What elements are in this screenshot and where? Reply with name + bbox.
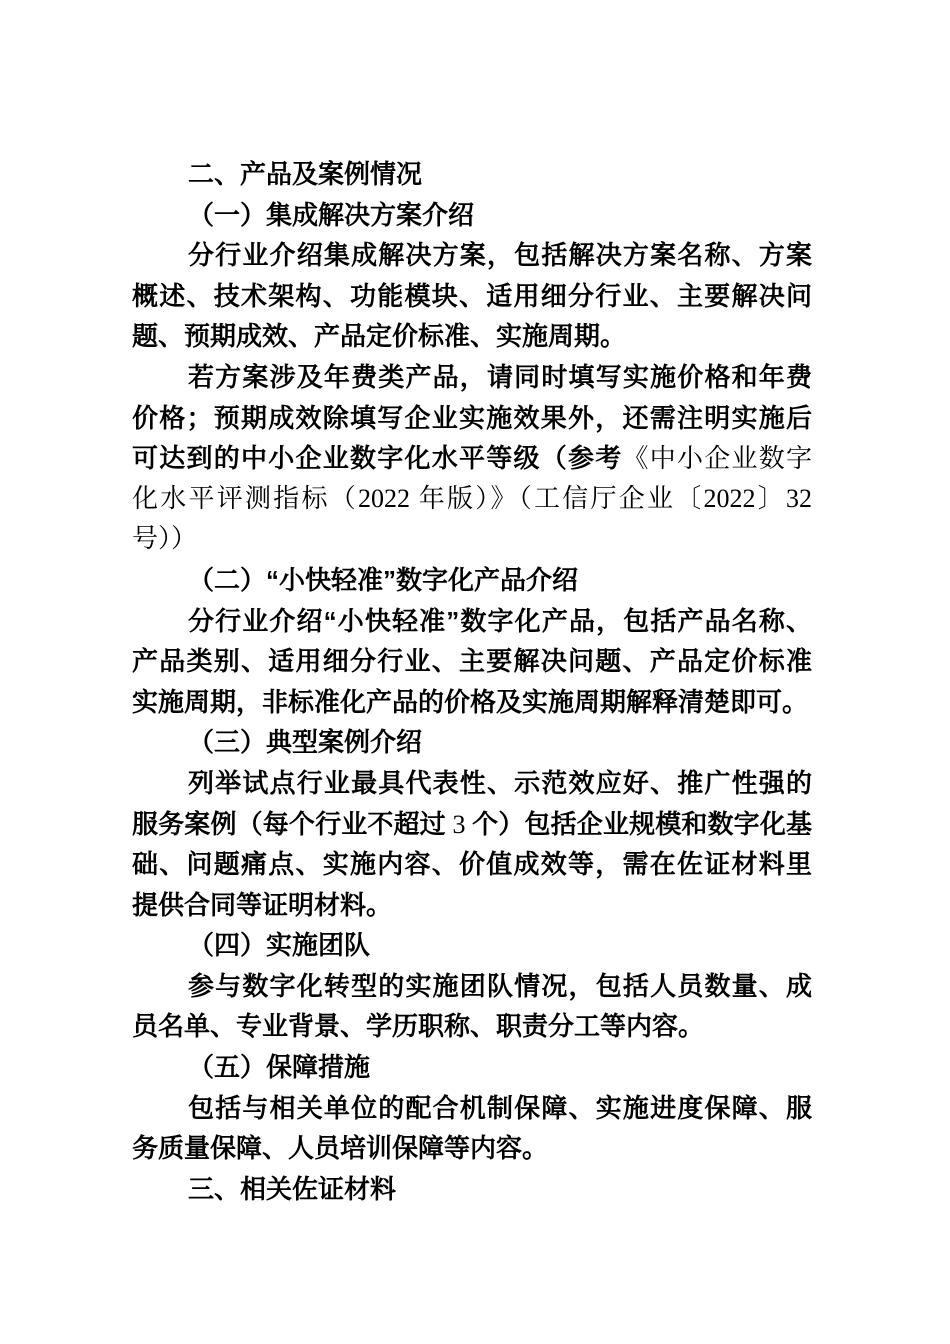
subsection-heading-4 [132, 925, 812, 966]
text-segment-sans: 若方案涉及年费类产品，请同时填写实施价格和年费 [188, 361, 812, 392]
text-segment-sans: 概述、技术架构、功能模块、适用细分行业、主要解决问 [132, 280, 812, 311]
text-segment-serif: 《中小企业数字 [622, 444, 812, 474]
text-segment-sans: 提供合同等证明材料。 [132, 889, 393, 920]
paragraph-line [132, 763, 812, 804]
subsection-heading-5 [132, 1047, 812, 1088]
text-segment-sans: （三）典型案例介绍 [188, 727, 423, 758]
paragraph-line [132, 1006, 812, 1047]
subsection-heading-3 [132, 722, 812, 763]
subsection-heading-2 [132, 560, 812, 601]
text-segment-sans: 员名单、专业背景、学历职称、职责分工等内容。 [132, 1011, 705, 1042]
paragraph-line [132, 1088, 812, 1129]
subsection-heading-1 [132, 195, 812, 236]
paragraph-line [132, 885, 812, 926]
paragraph-line [132, 438, 812, 479]
paragraph-line [132, 276, 812, 317]
paragraph-line [132, 804, 812, 845]
text-segment-sans: 实施周期，非标准化产品的价格及实施周期解释清楚即可。 [132, 686, 809, 717]
paragraph-line [132, 479, 812, 520]
text-segment-sans: 包括与相关单位的配合机制保障、实施进度保障、服 [188, 1092, 812, 1123]
text-segment-sans: 务质量保障、人员培训保障等内容。 [132, 1133, 549, 1164]
paragraph-line [132, 398, 812, 439]
text-segment-sans: 二、产品及案例情况 [188, 159, 423, 189]
text-segment-serif: 号）） [132, 524, 198, 554]
text-segment-sans: 础、问题痛点、实施内容、价值成效等，需在佐证材料里 [132, 849, 812, 880]
text-segment-sans: 可达到的中小企业数字化水平等级（参考 [132, 443, 623, 474]
text-segment-sans: 列举试点行业最具代表性、示范效应好、推广性强的 [188, 767, 812, 798]
text-segment-sans: 服务案例（每个行业不超过 [132, 808, 446, 839]
paragraph-line [132, 316, 812, 357]
paragraph-line [132, 357, 812, 398]
section-heading-3 [132, 1169, 812, 1210]
text-segment-sans: 题、预期成效、产品定价标准、实施周期。 [132, 321, 627, 352]
paragraph-line [132, 641, 812, 682]
paragraph-line [132, 235, 812, 276]
paragraph-line [132, 601, 812, 642]
paragraph-line [132, 844, 812, 885]
document-body [132, 154, 812, 1209]
text-segment-sans: 分行业介绍“小快轻准”数字化产品，包括产品名称、 [188, 605, 812, 636]
paragraph-line [132, 519, 812, 560]
text-segment-sans: （一）集成解决方案介绍 [188, 199, 475, 230]
text-segment-sans: （二）“小快轻准”数字化产品介绍 [188, 564, 579, 595]
text-segment-sans: 价格；预期成效除填写企业实施效果外，还需注明实施后 [132, 402, 812, 433]
text-segment-sans: （五）保障措施 [188, 1052, 371, 1083]
text-segment-serif: 化水平评测指标（2022 年版）》（工信厅企业〔2022〕32 [132, 483, 812, 513]
paragraph-line [132, 966, 812, 1007]
section-heading-2 [132, 154, 812, 195]
text-segment-sans: （四）实施团队 [188, 930, 371, 961]
text-segment-sans: 个）包括企业规模和数字化基 [472, 808, 812, 839]
text-segment-sans: 三、相关佐证材料 [188, 1173, 397, 1204]
paragraph-line [132, 682, 812, 723]
text-segment-sans: 参与数字化转型的实施团队情况，包括人员数量、成 [188, 970, 812, 1001]
text-segment-sans: 产品类别、适用细分行业、主要解决问题、产品定价标准 [132, 646, 812, 677]
paragraph-line [132, 1128, 812, 1169]
text-segment-sans: 分行业介绍集成解决方案，包括解决方案名称、方案 [188, 240, 812, 271]
text-segment-serif: 3 [445, 809, 473, 839]
